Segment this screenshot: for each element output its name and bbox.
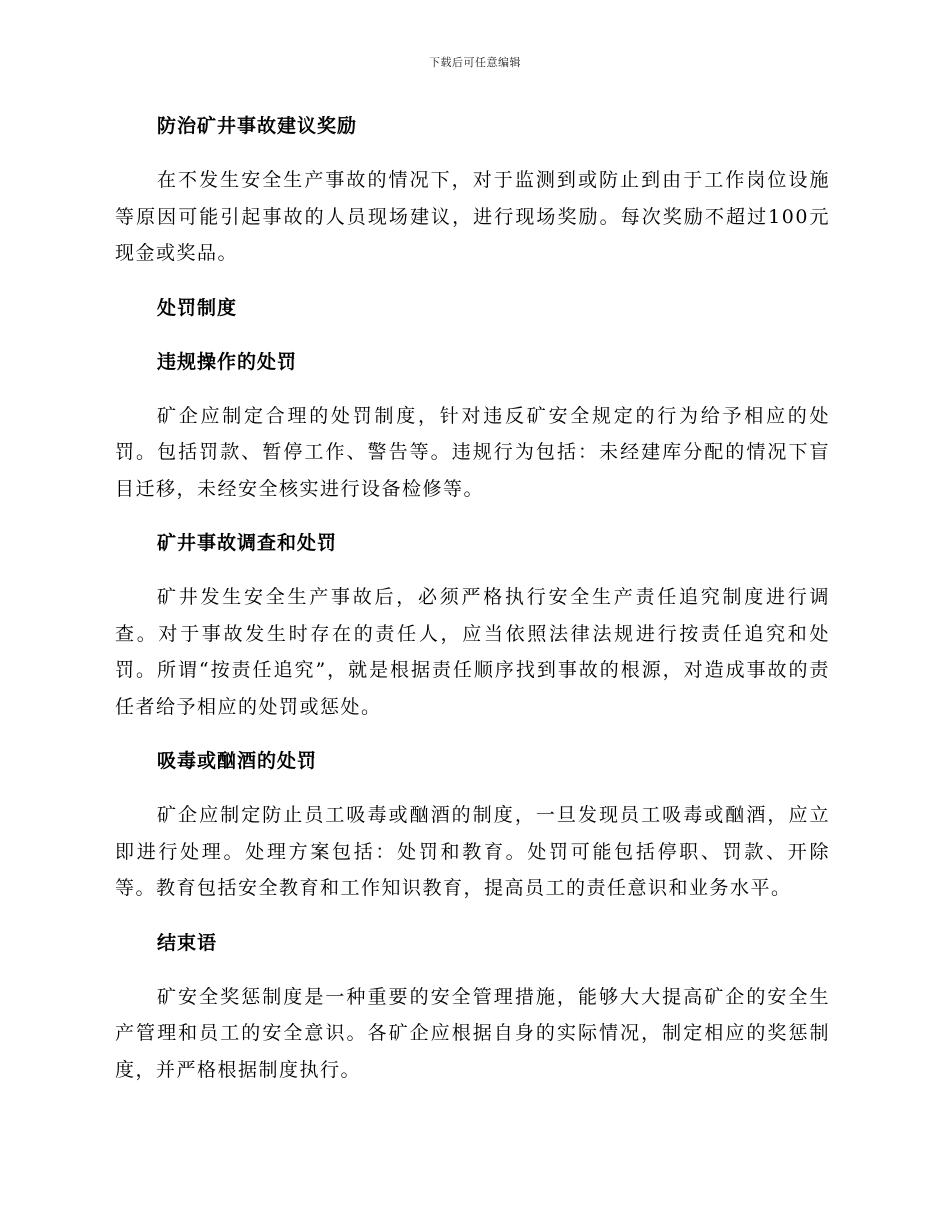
section-heading-drugs-alcohol: 吸毒或酗酒的处罚 bbox=[157, 750, 318, 772]
section-heading-reward: 防治矿井事故建议奖励 bbox=[157, 115, 358, 137]
section-paragraph-reward: 在不发生安全生产事故的情况下，对于监测到或防止到由于工作岗位设施等原因可能引起事故的人员现场建议，进行现场奖励。每次奖励不超过100元现金或奖品。 bbox=[115, 169, 830, 264]
section-heading-penalty-system: 处罚制度 bbox=[157, 296, 238, 319]
section-paragraph-drugs-alcohol: 矿企应制定防止员工吸毒或酗酒的制度，一旦发现员工吸毒或酗酒，应立即进行处理。处理方案包括：处罚和教育。处罚可能包括停职、罚款、开除等。教育包括安全教育和工作知识教育，提高员工的责任意识和业务水平。 bbox=[115, 804, 830, 899]
section-heading-accident-investigation: 矿井事故调查和处罚 bbox=[157, 532, 338, 554]
section-heading-violation: 违规操作的处罚 bbox=[157, 350, 298, 373]
section-paragraph-accident-investigation: 矿井发生安全生产事故后，必须严格执行安全生产责任追究制度进行调查。对于事故发生时存在的责任人，应当依照法律法规进行按责任追究和处罚。所谓“按责任追究”，就是根据责任顺序找到事故的根源，对造成事故的责任者给予相应的处罚或惩处。 bbox=[115, 586, 830, 718]
section-heading-conclusion: 结束语 bbox=[157, 931, 218, 954]
document-body bbox=[115, 108, 830, 1088]
header-note: 下载后可任意编辑 bbox=[429, 56, 521, 69]
section-paragraph-conclusion: 矿安全奖惩制度是一种重要的安全管理措施，能够大大提高矿企的安全生产管理和员工的安全意识。各矿企应根据自身的实际情况，制定相应的奖惩制度，并严格根据制度执行。 bbox=[115, 985, 830, 1081]
section-paragraph-violation: 矿企应制定合理的处罚制度，针对违反矿安全规定的行为给予相应的处罚。包括罚款、暂停工作、警告等。违规行为包括：未经建库分配的情况下盲目迁移，未经安全核实进行设备检修等。 bbox=[115, 404, 830, 500]
